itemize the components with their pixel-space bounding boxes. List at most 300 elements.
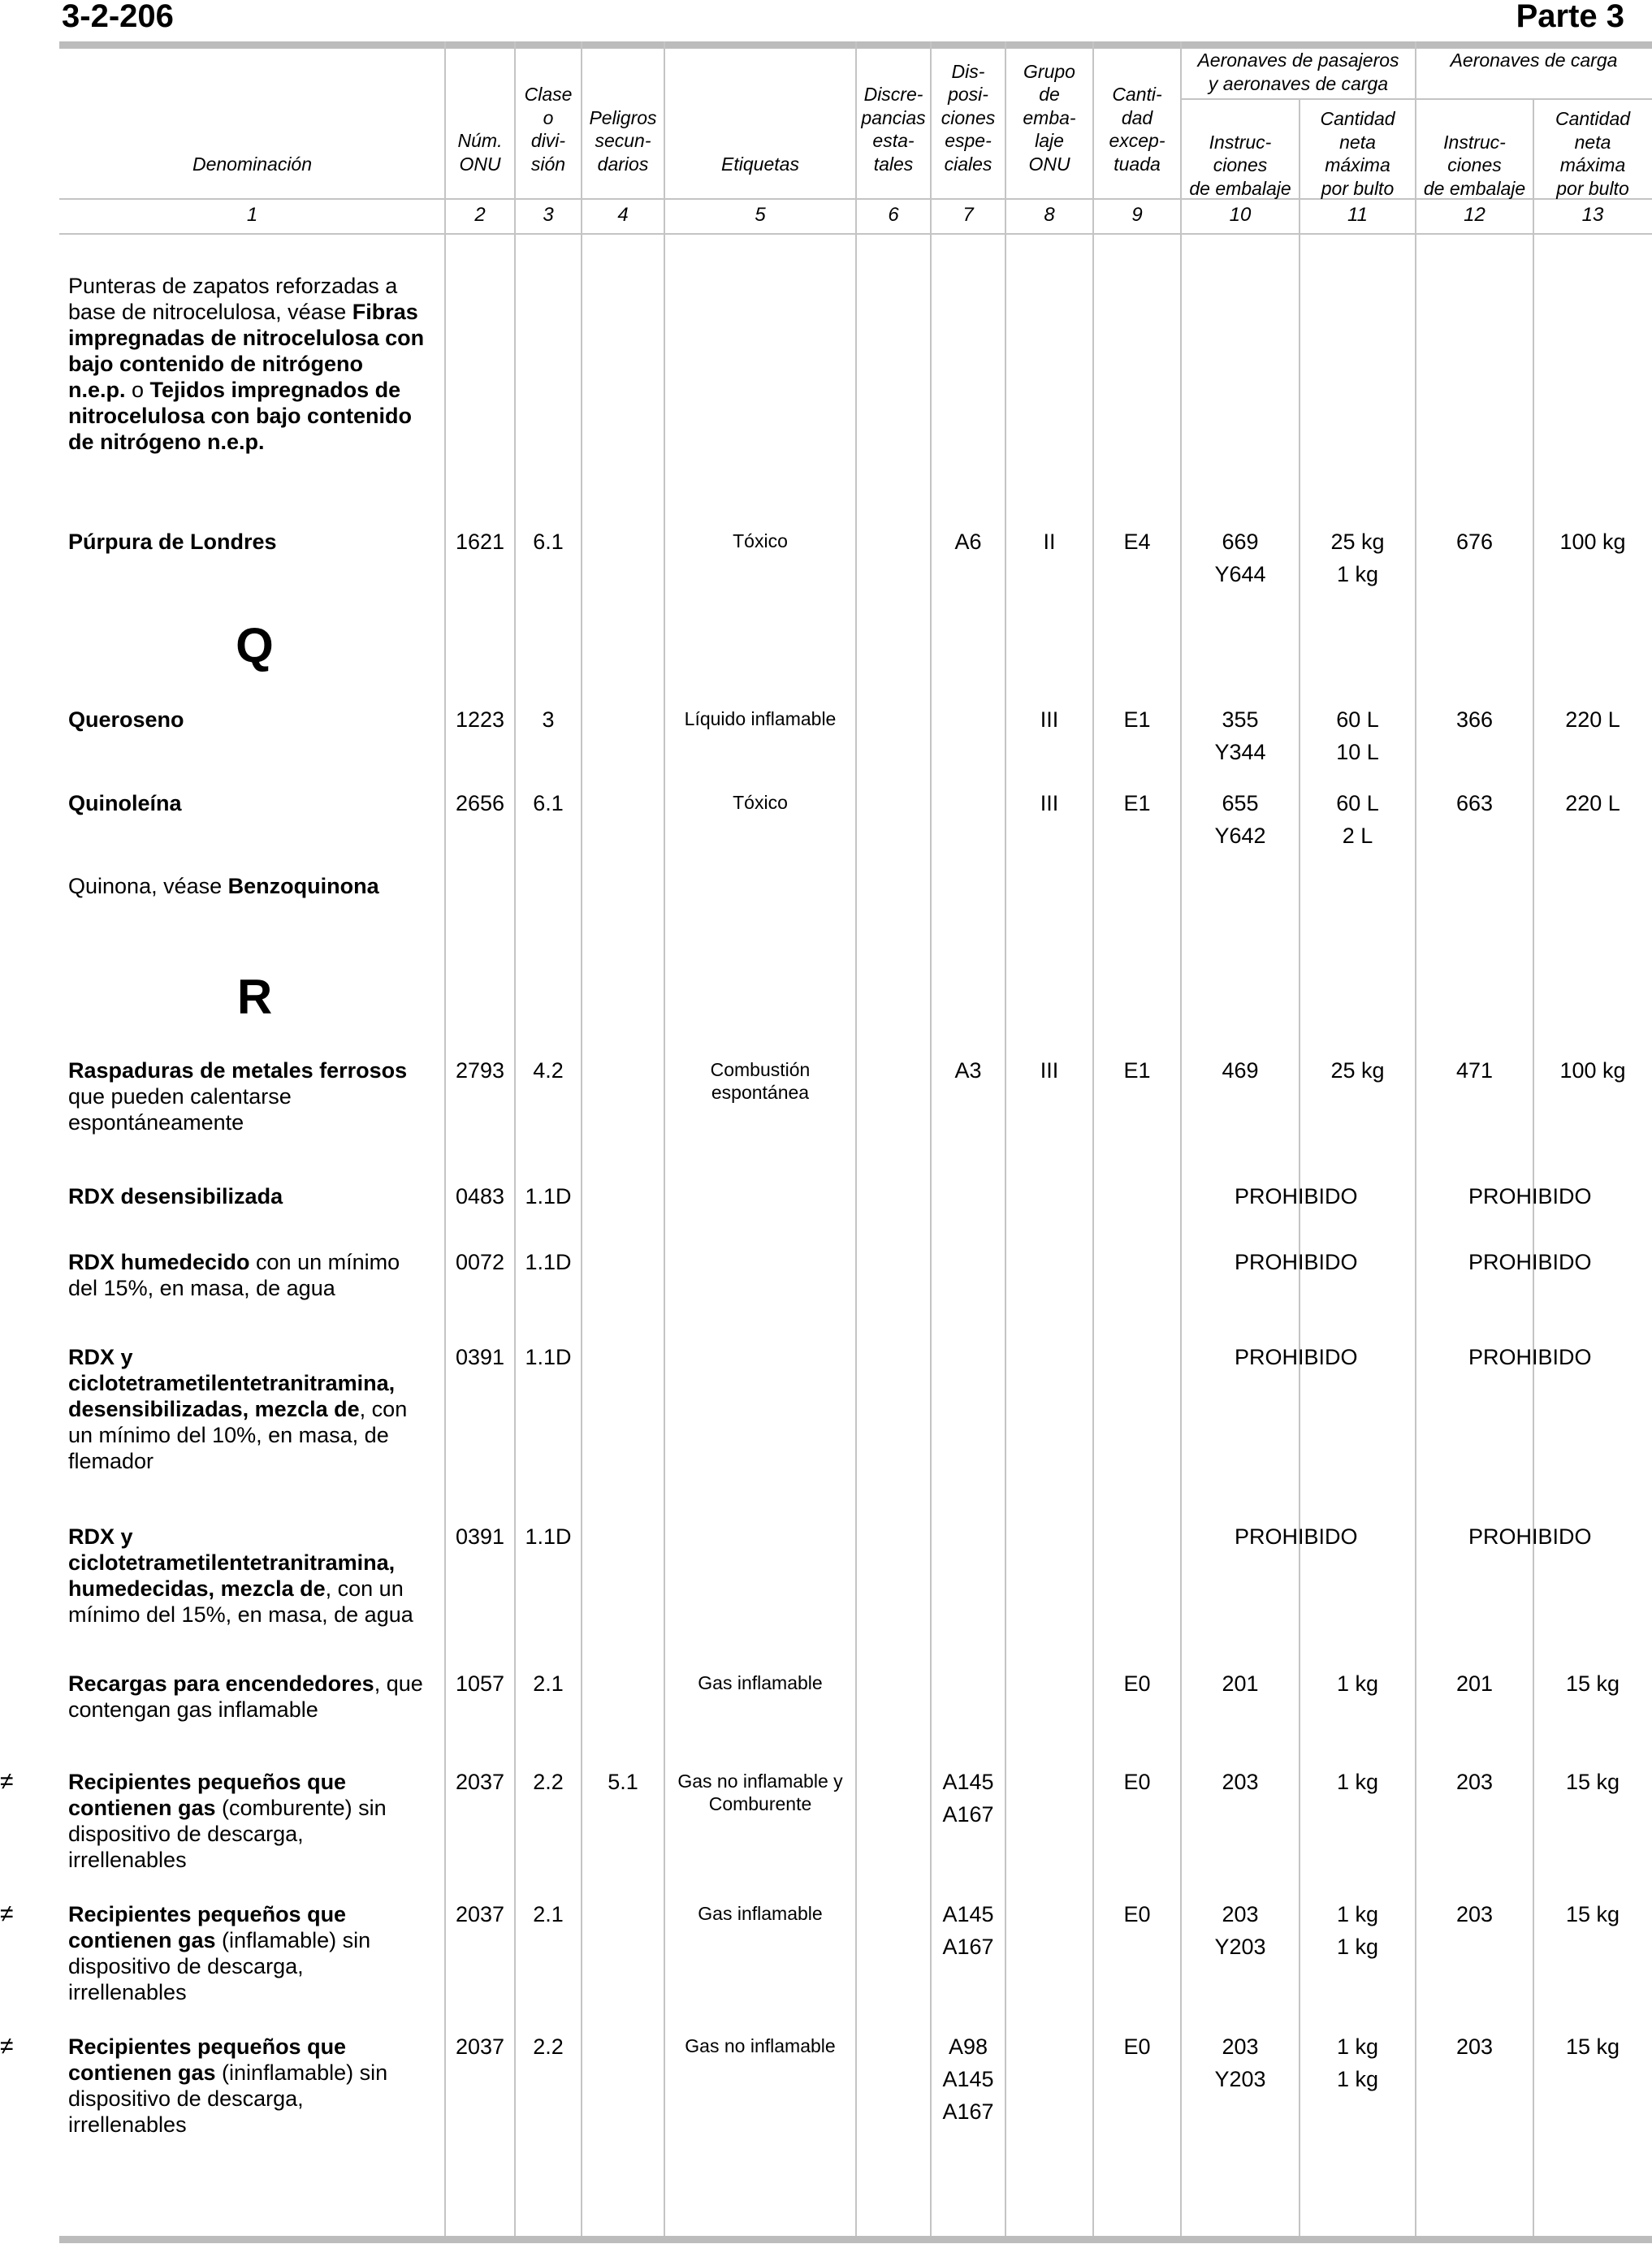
header-discrepancias-line: pancias	[861, 106, 926, 128]
packing-instruction-passenger	[1181, 1898, 1300, 1963]
substance-name	[68, 1249, 400, 1301]
special-provisions	[931, 1898, 1005, 1963]
max-quantity-passenger	[1300, 1054, 1416, 1087]
hazard-label	[664, 530, 856, 552]
substance-name-text: contengan gas inflamable	[68, 1697, 318, 1722]
header-discrepancias	[856, 49, 931, 175]
substance-name-bold: impregnadas de nitrocelulosa con	[68, 326, 425, 350]
substance-name-line	[68, 1795, 387, 1821]
header-peligros-secundarios-line: darios	[597, 153, 649, 175]
packing-instruction-passenger-value: 355	[1222, 707, 1259, 732]
substance-name-bold: Tejidos impregnados de	[149, 378, 401, 402]
column-number: 11	[1347, 204, 1368, 226]
un-number: 2793	[455, 1058, 505, 1083]
header-cantidad-cargo-line: por bulto	[1556, 177, 1629, 199]
header-disposiciones-especiales	[931, 49, 1005, 175]
substance-name-line	[68, 1083, 407, 1109]
header-num-onu-line: ONU	[459, 153, 501, 175]
substance-name-bold: desensibilizadas, mezcla de	[68, 1397, 360, 1421]
hazard-label-value: Líquido inflamable	[684, 708, 837, 729]
substance-name-bold: Queroseno	[68, 707, 184, 732]
hazard-label	[664, 1058, 856, 1104]
un-number: 2656	[455, 791, 505, 815]
substance-name-line	[68, 273, 424, 299]
substance-name-text: base de nitrocelulosa, véase	[68, 300, 352, 324]
special-provisions-value: A145	[942, 1770, 994, 1794]
packing-group: II	[1043, 530, 1056, 554]
max-quantity-passenger	[1300, 1766, 1416, 1798]
packing-instruction-passenger-value: 203	[1222, 1770, 1259, 1794]
header-discrepancias-line: esta-	[872, 130, 915, 151]
packing-instruction-passenger	[1181, 787, 1300, 852]
substance-name-line	[68, 1576, 413, 1602]
header-group-passenger	[1181, 49, 1416, 97]
column-number: 3	[543, 204, 554, 226]
page-code: 3-2-206	[62, 0, 174, 34]
hazard-label-value: Combustión	[710, 1059, 811, 1080]
column-number: 4	[617, 204, 629, 226]
substance-name-bold: RDX y	[68, 1345, 133, 1369]
substance-name-line	[68, 1524, 413, 1550]
packing-instruction-cargo: 676	[1455, 530, 1494, 554]
packing-instruction-passenger-value: Y344	[1214, 740, 1266, 764]
substance-name-line	[68, 1422, 407, 1448]
excepted-quantity: E0	[1123, 1671, 1151, 1696]
substance-name-bold: contienen gas	[68, 2060, 216, 2085]
substance-name-text: Quinona, véase	[68, 874, 228, 898]
substance-name	[68, 2034, 387, 2138]
substance-name-line	[68, 2060, 387, 2086]
substance-name	[68, 1057, 407, 1135]
header-cantidad-cargo-line: máxima	[1559, 154, 1626, 175]
substance-name	[68, 529, 277, 555]
bottom-rule	[59, 2236, 1652, 2243]
header-clase-line: o	[543, 106, 554, 128]
substance-name-line	[68, 2086, 387, 2112]
excepted-quantity: E4	[1123, 530, 1151, 554]
max-quantity-passenger-value: 1 kg	[1336, 1935, 1379, 1959]
packing-instruction-passenger-value: 201	[1222, 1671, 1259, 1696]
max-quantity-passenger	[1300, 787, 1416, 852]
substance-name	[68, 1524, 413, 1628]
section-letter: Q	[236, 618, 274, 672]
substance-name-line	[68, 1927, 370, 1953]
class-division: 6.1	[533, 530, 564, 554]
header-instrucciones-pax-line: ciones	[1213, 154, 1268, 175]
header-num-onu-line: Núm.	[457, 130, 503, 151]
substance-name-line	[68, 1821, 387, 1847]
hazard-label-value: Tóxico	[733, 792, 788, 813]
header-cantidad-pax	[1300, 101, 1416, 200]
substance-name-text: irrellenables	[68, 2112, 187, 2137]
excepted-quantity: E1	[1123, 1058, 1151, 1083]
substance-name-line	[68, 1979, 370, 2005]
substance-name-text: un mínimo del 10%, en masa, de	[68, 1423, 389, 1447]
change-mark: ≠	[0, 1900, 14, 1927]
class-division: 6.1	[533, 791, 564, 815]
substance-name-line	[68, 2034, 387, 2060]
hazard-label-value: Gas inflamable	[698, 1903, 823, 1924]
class-division: 2.2	[533, 1770, 564, 1794]
header-clase-line: sión	[530, 153, 566, 175]
header-instrucciones-cargo	[1416, 101, 1533, 200]
substance-name-line	[68, 377, 424, 403]
packing-instruction-passenger	[1181, 2030, 1300, 2095]
header-grupo-embalaje-line: de	[1039, 84, 1060, 105]
substance-name-line	[68, 325, 424, 351]
packing-instruction-cargo: 203	[1455, 1902, 1494, 1926]
header-cantidad-exceptuada-line: Canti-	[1112, 84, 1162, 105]
packing-instruction-cargo: 663	[1455, 791, 1494, 815]
max-quantity-passenger	[1300, 1898, 1416, 1963]
prohibited-passenger: PROHIBIDO	[1235, 1250, 1358, 1274]
column-number: 6	[888, 204, 899, 226]
special-provisions	[931, 1766, 1005, 1831]
substance-name-bold: n.e.p.	[68, 378, 126, 402]
packing-instruction-passenger-value: Y203	[1214, 1935, 1266, 1959]
substance-name	[68, 1769, 387, 1873]
packing-instruction-passenger-value: 203	[1222, 2034, 1259, 2059]
header-group-passenger-line: y aeronaves de carga	[1208, 72, 1389, 94]
column-number: 2	[474, 204, 486, 226]
substance-name-line	[68, 1109, 407, 1135]
substance-name-line	[68, 1953, 370, 1979]
substance-name-text: del 15%, en masa, de agua	[68, 1276, 335, 1300]
special-provisions-value: A167	[942, 1802, 994, 1827]
substance-name-bold: Púrpura de Londres	[68, 530, 277, 554]
substance-name	[68, 1901, 370, 2005]
substance-name-line	[68, 1847, 387, 1873]
substance-name-line	[68, 1344, 407, 1370]
header-cantidad-cargo-line: Cantidad	[1555, 108, 1631, 129]
header-peligros-secundarios-line: Peligros	[589, 106, 657, 128]
substance-name-bold: RDX humedecido	[68, 1250, 250, 1274]
packing-instruction-passenger	[1181, 1667, 1300, 1700]
column-number: 12	[1464, 204, 1486, 226]
special-provisions-value: A145	[942, 1902, 994, 1926]
max-quantity-cargo: 220 L	[1565, 791, 1620, 815]
hazard-label	[664, 707, 856, 730]
change-mark: ≠	[0, 2033, 14, 2060]
substance-name	[68, 1671, 423, 1723]
max-quantity-cargo: 100 kg	[1559, 530, 1626, 554]
header-grupo-embalaje-line: emba-	[1023, 106, 1076, 128]
header-disposiciones-especiales-line: Dis-	[951, 60, 985, 82]
packing-instruction-passenger-value: Y642	[1214, 824, 1266, 848]
excepted-quantity: E0	[1123, 1902, 1151, 1926]
prohibited-passenger: PROHIBIDO	[1235, 1524, 1358, 1549]
header-instrucciones-cargo-line: de embalaje	[1423, 177, 1526, 199]
substance-name-line	[68, 2112, 387, 2138]
un-number: 1057	[455, 1671, 505, 1696]
substance-name-line	[68, 1602, 413, 1628]
special-provisions	[931, 1054, 1005, 1087]
column-number: 8	[1044, 204, 1055, 226]
substance-name-bold: ciclotetrametilentetranitramina,	[68, 1371, 396, 1395]
substance-name-line	[68, 1057, 407, 1083]
excepted-quantity: E1	[1123, 791, 1151, 815]
header-etiquetas-line: Etiquetas	[721, 153, 799, 175]
substance-name-line	[68, 1396, 407, 1422]
substance-name-text: que pueden calentarse	[68, 1084, 292, 1109]
change-mark: ≠	[0, 1768, 14, 1795]
substance-name-bold: ciclotetrametilentetranitramina,	[68, 1550, 396, 1575]
subsidiary-hazard: 5.1	[608, 1770, 638, 1794]
substance-name-line	[68, 351, 424, 377]
header-disposiciones-especiales-line: ciones	[941, 106, 996, 128]
excepted-quantity: E0	[1123, 2034, 1151, 2059]
hazard-label-value: Gas inflamable	[698, 1672, 823, 1693]
substance-name-line	[68, 1275, 400, 1301]
un-number: 0483	[455, 1184, 505, 1208]
max-quantity-passenger-value: 1 kg	[1336, 562, 1379, 586]
column-number: 13	[1581, 204, 1604, 226]
header-cantidad-exceptuada-line: dad	[1121, 106, 1153, 128]
substance-name-text: o	[125, 378, 150, 402]
substance-name-line	[68, 429, 424, 455]
column-number: 5	[755, 204, 766, 226]
max-quantity-cargo: 15 kg	[1565, 1671, 1620, 1696]
substance-name-line	[68, 529, 277, 555]
un-number: 1621	[455, 530, 505, 554]
header-etiquetas	[664, 49, 856, 175]
substance-name-line	[68, 299, 424, 325]
header-peligros-secundarios	[582, 49, 664, 175]
substance-name-bold: Quinoleína	[68, 791, 182, 815]
special-provisions-value: A145	[942, 2067, 994, 2091]
substance-name	[68, 873, 379, 899]
substance-name-text: (inflamable) sin	[215, 1928, 371, 1952]
header-discrepancias-line: Discre-	[863, 84, 923, 105]
substance-name-text: , que	[374, 1671, 423, 1696]
substance-name-line	[68, 790, 182, 816]
substance-name-line	[68, 1183, 283, 1209]
substance-name-bold: Recipientes pequeños que	[68, 1902, 347, 1926]
packing-instruction-passenger	[1181, 703, 1300, 768]
substance-name	[68, 707, 184, 733]
substance-name-text: , con	[359, 1397, 408, 1421]
class-division: 1.1D	[525, 1184, 572, 1208]
un-number: 1223	[455, 707, 505, 732]
packing-group: III	[1040, 791, 1059, 815]
special-provisions	[931, 2030, 1005, 2128]
packing-instruction-passenger	[1181, 525, 1300, 590]
substance-name-bold: Recipientes pequeños que	[68, 1770, 347, 1794]
hazard-label-value: Tóxico	[733, 530, 788, 551]
header-instrucciones-cargo-line: Instruc-	[1443, 131, 1506, 153]
substance-name-text: espontáneamente	[68, 1110, 244, 1135]
special-provisions-value: A98	[948, 2034, 988, 2059]
packing-instruction-passenger-value: Y644	[1214, 562, 1266, 586]
substance-name-text: dispositivo de descarga,	[68, 1822, 304, 1846]
packing-group: III	[1040, 707, 1059, 732]
header-clase-line: divi-	[530, 130, 566, 151]
max-quantity-cargo: 15 kg	[1565, 2034, 1620, 2059]
hazard-label	[664, 2034, 856, 2057]
substance-name-bold: nitrocelulosa con bajo contenido	[68, 404, 413, 428]
header-grupo-embalaje-line: ONU	[1028, 153, 1070, 175]
substance-name-line	[68, 1249, 400, 1275]
max-quantity-passenger-value: 25 kg	[1330, 530, 1385, 554]
header-disposiciones-especiales-line: espe-	[945, 130, 992, 151]
special-provisions	[931, 525, 1005, 558]
max-quantity-passenger	[1300, 525, 1416, 590]
column-number: 9	[1131, 204, 1143, 226]
hazard-label-value: Gas no inflamable y	[677, 1771, 843, 1792]
column-number: 10	[1229, 204, 1252, 226]
class-division: 1.1D	[525, 1524, 572, 1549]
header-group-cargo	[1416, 49, 1652, 97]
header-cantidad-pax-line: neta	[1339, 131, 1376, 153]
excepted-quantity: E1	[1123, 707, 1151, 732]
substance-name-line	[68, 403, 424, 429]
special-provisions-value: A167	[942, 2099, 994, 2124]
class-division: 1.1D	[525, 1345, 572, 1369]
packing-instruction-passenger-value: 669	[1222, 530, 1259, 554]
header-grupo-embalaje-line: Grupo	[1023, 60, 1075, 82]
header-grupo-embalaje-line: laje	[1035, 130, 1064, 151]
prohibited-passenger: PROHIBIDO	[1235, 1184, 1358, 1208]
substance-name-text: Punteras de zapatos reforzadas a	[68, 274, 398, 298]
hazard-label	[664, 791, 856, 814]
packing-instruction-passenger-value: 203	[1222, 1902, 1259, 1926]
header-cantidad-pax-line: máxima	[1325, 154, 1390, 175]
un-number: 0391	[455, 1345, 505, 1369]
header-denominacion-line: Denominación	[192, 153, 313, 175]
max-quantity-passenger-value: 60 L	[1336, 791, 1379, 815]
max-quantity-passenger-value: 25 kg	[1330, 1058, 1385, 1083]
max-quantity-passenger-value: 60 L	[1336, 707, 1379, 732]
header-cantidad-exceptuada-line: excep-	[1109, 130, 1165, 151]
substance-name-text: , con un	[325, 1576, 404, 1601]
substance-name-bold: Fibras	[352, 300, 418, 324]
hazard-label-value: espontánea	[711, 1082, 810, 1103]
substance-name-line	[68, 1370, 407, 1396]
max-quantity-cargo: 220 L	[1565, 707, 1620, 732]
header-denominacion	[59, 49, 445, 175]
substance-name-bold: contienen gas	[68, 1928, 216, 1952]
packing-group: III	[1040, 1058, 1059, 1083]
header-cantidad-cargo	[1533, 101, 1652, 200]
class-division: 3	[542, 707, 555, 732]
packing-instruction-passenger-value: 655	[1222, 791, 1259, 815]
header-cantidad-pax-line: Cantidad	[1320, 108, 1395, 129]
substance-name-bold: Recargas para encendedores	[68, 1671, 374, 1696]
header-disposiciones-especiales-line: posi-	[948, 84, 988, 105]
substance-name-bold: humedecidas, mezcla de	[68, 1576, 326, 1601]
substance-name	[68, 273, 424, 455]
max-quantity-passenger-value: 1 kg	[1336, 2067, 1379, 2091]
hazard-label	[664, 1770, 856, 1815]
hazard-label	[664, 1671, 856, 1694]
max-quantity-cargo: 100 kg	[1559, 1058, 1626, 1083]
substance-name-line	[68, 873, 379, 899]
header-instrucciones-pax-line: de embalaje	[1189, 177, 1291, 199]
prohibited-cargo: PROHIBIDO	[1468, 1524, 1592, 1549]
header-num-onu	[445, 49, 515, 175]
header-instrucciones-pax	[1181, 101, 1300, 200]
column-number: 7	[962, 204, 974, 226]
prohibited-cargo: PROHIBIDO	[1468, 1345, 1592, 1369]
packing-instruction-passenger-value: 469	[1222, 1058, 1259, 1083]
un-number: 2037	[455, 1902, 505, 1926]
column-number: 1	[246, 204, 258, 226]
packing-instruction-passenger-value: Y203	[1214, 2067, 1266, 2091]
max-quantity-passenger-value: 1 kg	[1336, 2034, 1379, 2059]
header-clase-line: Clase	[524, 84, 573, 105]
un-number: 2037	[455, 2034, 505, 2059]
packing-instruction-cargo: 471	[1455, 1058, 1494, 1083]
substance-name-bold: Recipientes pequeños que	[68, 2034, 347, 2059]
header-peligros-secundarios-line: secun-	[595, 130, 651, 151]
substance-name-line	[68, 1448, 407, 1474]
excepted-quantity: E0	[1123, 1770, 1151, 1794]
max-quantity-passenger	[1300, 1667, 1416, 1700]
substance-name-line	[68, 1697, 423, 1723]
group-rule	[1181, 98, 1652, 100]
substance-name-bold: RDX y	[68, 1524, 133, 1549]
prohibited-cargo: PROHIBIDO	[1468, 1184, 1592, 1208]
special-provisions-value: A3	[954, 1058, 982, 1083]
class-division: 2.1	[533, 1902, 564, 1926]
special-provisions-value: A6	[954, 530, 982, 554]
packing-instruction-cargo: 203	[1455, 1770, 1494, 1794]
packing-instruction-cargo: 366	[1455, 707, 1494, 732]
packing-instruction-passenger	[1181, 1054, 1300, 1087]
class-division: 2.2	[533, 2034, 564, 2059]
header-cantidad-exceptuada	[1093, 49, 1181, 175]
part-title: Parte 3	[1516, 0, 1624, 34]
substance-name-line	[68, 1901, 370, 1927]
hazard-label-value: Comburente	[708, 1793, 812, 1814]
substance-name-text: irrellenables	[68, 1848, 187, 1872]
substance-name-line	[68, 1671, 423, 1697]
header-group-passenger-line: Aeronaves de pasajeros	[1197, 50, 1399, 71]
max-quantity-passenger	[1300, 2030, 1416, 2095]
substance-name-text: dispositivo de descarga,	[68, 2086, 304, 2111]
packing-instruction-cargo: 201	[1455, 1671, 1494, 1696]
un-number: 2037	[455, 1770, 505, 1794]
header-clase	[515, 49, 582, 175]
substance-name-text: irrellenables	[68, 1980, 187, 2004]
substance-name-bold: RDX desensibilizada	[68, 1184, 283, 1208]
prohibited-cargo: PROHIBIDO	[1468, 1250, 1592, 1274]
max-quantity-passenger-value: 1 kg	[1336, 1671, 1379, 1696]
substance-name-bold: Raspaduras de metales ferrosos	[68, 1058, 408, 1083]
header-grupo-embalaje	[1005, 49, 1093, 175]
substance-name-line	[68, 707, 184, 733]
header-group-cargo-line: Aeronaves de carga	[1450, 50, 1618, 71]
max-quantity-cargo: 15 kg	[1565, 1902, 1620, 1926]
header-cantidad-exceptuada-line: tuada	[1114, 153, 1161, 175]
substance-name-bold: bajo contenido de nitrógeno	[68, 352, 363, 376]
header-instrucciones-cargo-line: ciones	[1447, 154, 1502, 175]
substance-name-bold: contienen gas	[68, 1796, 216, 1820]
header-disposiciones-especiales-line: ciales	[944, 153, 992, 175]
prohibited-passenger: PROHIBIDO	[1235, 1345, 1358, 1369]
substance-name-line	[68, 1769, 387, 1795]
header-discrepancias-line: tales	[873, 153, 914, 175]
un-number: 0072	[455, 1250, 505, 1274]
header-instrucciones-pax-line: Instruc-	[1209, 131, 1272, 153]
substance-name-line	[68, 1550, 413, 1576]
class-division: 4.2	[533, 1058, 564, 1083]
max-quantity-passenger-value: 10 L	[1336, 740, 1379, 764]
substance-name-bold: Benzoquinona	[227, 874, 379, 898]
substance-name-text: con un mínimo	[249, 1250, 400, 1274]
packing-instruction-passenger	[1181, 1766, 1300, 1798]
class-division: 2.1	[533, 1671, 564, 1696]
